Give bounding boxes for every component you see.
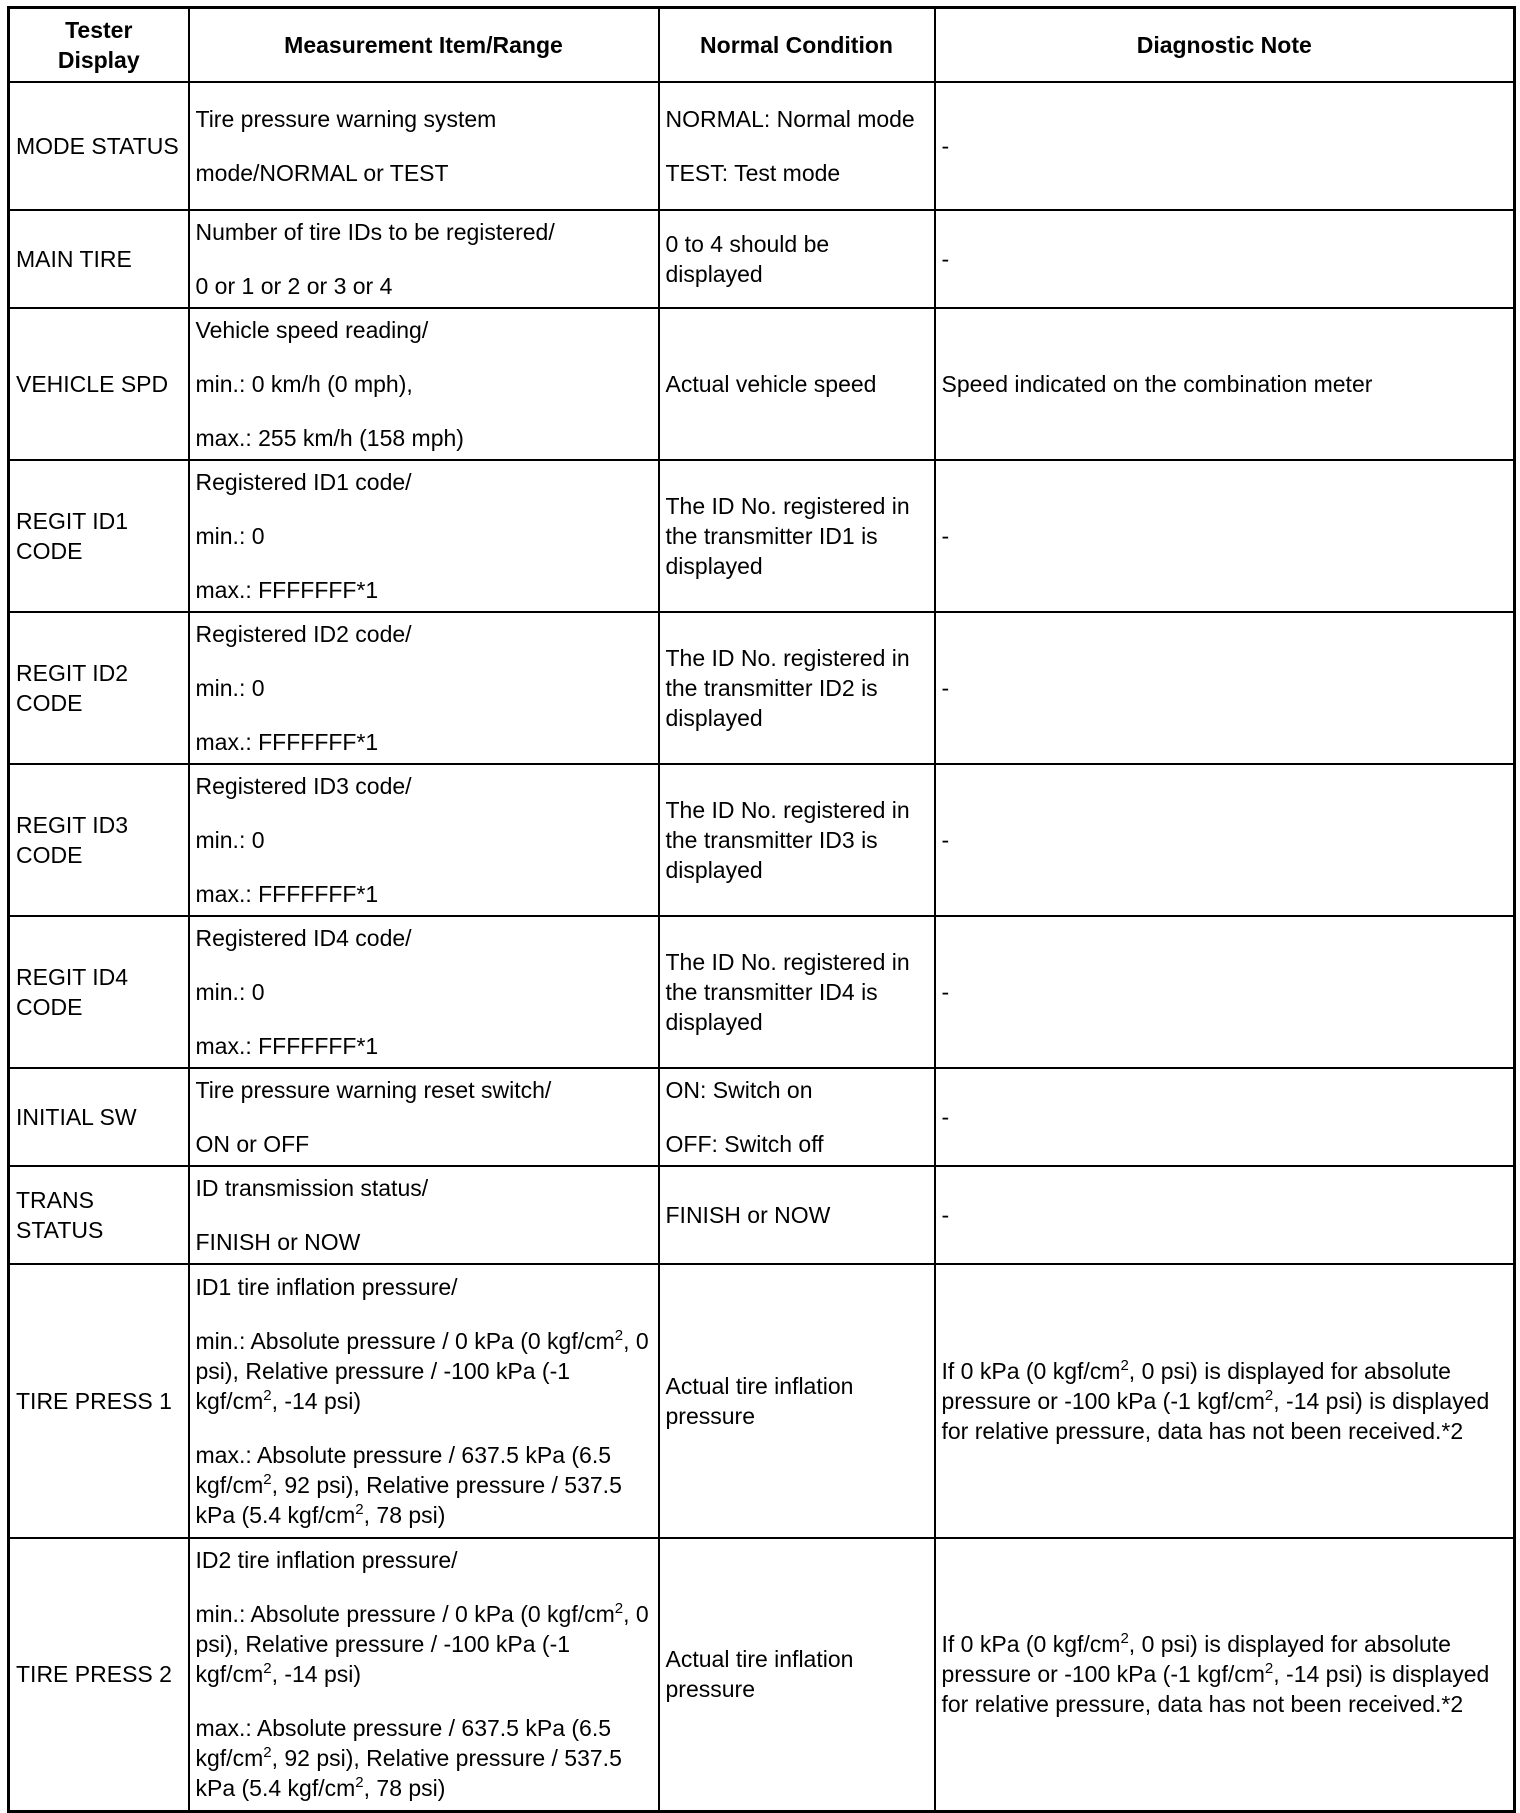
measurement-line: max.: 255 km/h (158 mph) bbox=[195, 424, 464, 451]
tester-display-cell: TIRE PRESS 1 bbox=[9, 1264, 189, 1538]
table-row bbox=[9, 308, 1515, 460]
diagnostic-note-cell: - bbox=[935, 82, 1515, 210]
measurement-line: Number of tire IDs to be registered/ bbox=[195, 218, 555, 245]
measurement-line: Vehicle speed reading/ bbox=[195, 316, 429, 343]
tester-display-cell: REGIT ID1 CODE bbox=[9, 460, 189, 612]
measurement-line: FINISH or NOW bbox=[195, 1228, 361, 1255]
measurement-line: max.: FFFFFFF*1 bbox=[195, 880, 379, 907]
table-row bbox=[9, 612, 1515, 764]
diagnostic-note-cell: - bbox=[935, 612, 1515, 764]
measurement-line: min.: 0 bbox=[195, 522, 265, 549]
measurement-cell bbox=[189, 308, 659, 460]
normal-condition-line: OFF: Switch off bbox=[665, 1130, 824, 1157]
normal-condition-cell bbox=[659, 612, 935, 764]
table-row bbox=[9, 1166, 1515, 1264]
table-row bbox=[9, 82, 1515, 210]
table-header-row bbox=[9, 8, 1515, 82]
tester-display-cell: TRANS STATUS bbox=[9, 1166, 189, 1264]
measurement-line: min.: 0 bbox=[195, 978, 265, 1005]
normal-condition-line: Actual vehicle speed bbox=[665, 370, 877, 397]
normal-condition-cell bbox=[659, 1068, 935, 1166]
measurement-line: 0 or 1 or 2 or 3 or 4 bbox=[195, 272, 393, 299]
diagnostic-note-cell: - bbox=[935, 916, 1515, 1068]
measurement-line: Registered ID4 code/ bbox=[195, 924, 412, 951]
table-row bbox=[9, 460, 1515, 612]
diagnostic-note-cell: - bbox=[935, 460, 1515, 612]
measurement-line: max.: FFFFFFF*1 bbox=[195, 728, 379, 755]
diagnostic-table-sheet bbox=[7, 6, 1513, 1806]
measurement-line: Tire pressure warning system bbox=[195, 105, 497, 132]
measurement-cell bbox=[189, 764, 659, 916]
measurement-line: min.: Absolute pressure / 0 kPa (0 kgf/$cm^2$, 0 psi), Relative pressure / -100 kPa (-1 kgf/$cm^2$, -14 psi) bbox=[195, 1600, 649, 1688]
measurement-line: Registered ID3 code/ bbox=[195, 772, 412, 799]
normal-condition-cell bbox=[659, 764, 935, 916]
normal-condition-cell bbox=[659, 1538, 935, 1812]
header-diagnostic-note: Diagnostic Note bbox=[935, 8, 1515, 82]
measurement-cell bbox=[189, 1264, 659, 1538]
table-row bbox=[9, 764, 1515, 916]
measurement-line: ID transmission status/ bbox=[195, 1174, 429, 1201]
measurement-cell bbox=[189, 1068, 659, 1166]
measurement-cell bbox=[189, 916, 659, 1068]
measurement-line: max.: FFFFFFF*1 bbox=[195, 1032, 379, 1059]
measurement-cell bbox=[189, 460, 659, 612]
measurement-cell bbox=[189, 210, 659, 308]
measurement-line: ID2 tire inflation pressure/ bbox=[195, 1547, 458, 1574]
measurement-line: Registered ID1 code/ bbox=[195, 468, 412, 495]
tester-display-cell: MODE STATUS bbox=[9, 82, 189, 210]
table-row bbox=[9, 1068, 1515, 1166]
normal-condition-line: The ID No. registered in the transmitter ID4 is displayed bbox=[665, 948, 910, 1035]
normal-condition-line: TEST: Test mode bbox=[665, 159, 841, 186]
diagnostic-note-cell: If 0 kPa (0 kgf/$cm^2$, 0 psi) is displayed for absolute pressure or -100 kPa (-1 kgf/$cm^2$, -14 psi) is displayed for relative pressure, data has not been received.*2 bbox=[935, 1538, 1515, 1812]
tester-display-cell: REGIT ID3 CODE bbox=[9, 764, 189, 916]
diagnostic-note-cell: - bbox=[935, 210, 1515, 308]
table-body bbox=[9, 82, 1515, 1812]
tester-display-cell: REGIT ID2 CODE bbox=[9, 612, 189, 764]
measurement-line: Registered ID2 code/ bbox=[195, 620, 412, 647]
measurement-cell bbox=[189, 1538, 659, 1812]
normal-condition-line: ON: Switch on bbox=[665, 1076, 813, 1103]
normal-condition-line: The ID No. registered in the transmitter ID1 is displayed bbox=[665, 492, 910, 579]
measurement-line: Tire pressure warning reset switch/ bbox=[195, 1076, 552, 1103]
measurement-line: min.: 0 bbox=[195, 674, 265, 701]
table-row bbox=[9, 210, 1515, 308]
normal-condition-line: Actual tire inflation pressure bbox=[665, 1372, 854, 1429]
measurement-line: max.: Absolute pressure / 637.5 kPa (6.5 kgf/$cm^2$, 92 psi), Relative pressure / 537.5 kPa (5.4 kgf/$cm^2$, 78 psi) bbox=[195, 1441, 622, 1528]
diagnostic-note-cell: - bbox=[935, 764, 1515, 916]
normal-condition-cell bbox=[659, 82, 935, 210]
tester-display-cell: TIRE PRESS 2 bbox=[9, 1538, 189, 1812]
measurement-line: max.: FFFFFFF*1 bbox=[195, 576, 379, 603]
normal-condition-cell bbox=[659, 1264, 935, 1538]
diagnostic-note-cell: - bbox=[935, 1068, 1515, 1166]
measurement-cell bbox=[189, 82, 659, 210]
normal-condition-line: NORMAL: Normal mode bbox=[665, 105, 915, 132]
measurement-cell bbox=[189, 1166, 659, 1264]
normal-condition-line: FINISH or NOW bbox=[665, 1201, 831, 1228]
normal-condition-line: 0 to 4 should be displayed bbox=[665, 230, 830, 287]
table-row bbox=[9, 1264, 1515, 1538]
measurement-line: min.: Absolute pressure / 0 kPa (0 kgf/$cm^2$, 0 psi), Relative pressure / -100 kPa (-1 kgf/$cm^2$, -14 psi) bbox=[195, 1326, 649, 1414]
normal-condition-line: The ID No. registered in the transmitter ID2 is displayed bbox=[665, 644, 910, 731]
header-normal-condition: Normal Condition bbox=[659, 8, 935, 82]
measurement-line: min.: 0 bbox=[195, 826, 265, 853]
normal-condition-cell bbox=[659, 308, 935, 460]
diagnostic-note-cell: - bbox=[935, 1166, 1515, 1264]
normal-condition-cell bbox=[659, 916, 935, 1068]
normal-condition-line: Actual tire inflation pressure bbox=[665, 1646, 854, 1703]
normal-condition-cell bbox=[659, 1166, 935, 1264]
measurement-line: ON or OFF bbox=[195, 1130, 310, 1157]
measurement-cell bbox=[189, 612, 659, 764]
measurement-line: max.: Absolute pressure / 637.5 kPa (6.5 kgf/$cm^2$, 92 psi), Relative pressure / 537.5 kPa (5.4 kgf/$cm^2$, 78 psi) bbox=[195, 1715, 622, 1802]
tester-display-cell: INITIAL SW bbox=[9, 1068, 189, 1166]
measurement-line: ID1 tire inflation pressure/ bbox=[195, 1273, 458, 1300]
normal-condition-cell bbox=[659, 210, 935, 308]
diagnostic-note-cell: Speed indicated on the combination meter bbox=[935, 308, 1515, 460]
diagnostic-note-cell: If 0 kPa (0 kgf/$cm^2$, 0 psi) is displayed for absolute pressure or -100 kPa (-1 kgf/$cm^2$, -14 psi) is displayed for relative pressure, data has not been received.*2 bbox=[935, 1264, 1515, 1538]
tester-display-cell: VEHICLE SPD bbox=[9, 308, 189, 460]
diagnostic-table bbox=[7, 6, 1516, 1813]
normal-condition-cell bbox=[659, 460, 935, 612]
table-row bbox=[9, 1538, 1515, 1812]
table-row bbox=[9, 916, 1515, 1068]
tester-display-cell: MAIN TIRE bbox=[9, 210, 189, 308]
normal-condition-line: The ID No. registered in the transmitter ID3 is displayed bbox=[665, 796, 910, 883]
measurement-line: mode/NORMAL or TEST bbox=[195, 159, 449, 186]
header-measurement: Measurement Item/Range bbox=[189, 8, 659, 82]
tester-display-cell: REGIT ID4 CODE bbox=[9, 916, 189, 1068]
measurement-line: min.: 0 km/h (0 mph), bbox=[195, 370, 413, 397]
header-tester-display: Tester Display bbox=[9, 8, 189, 82]
